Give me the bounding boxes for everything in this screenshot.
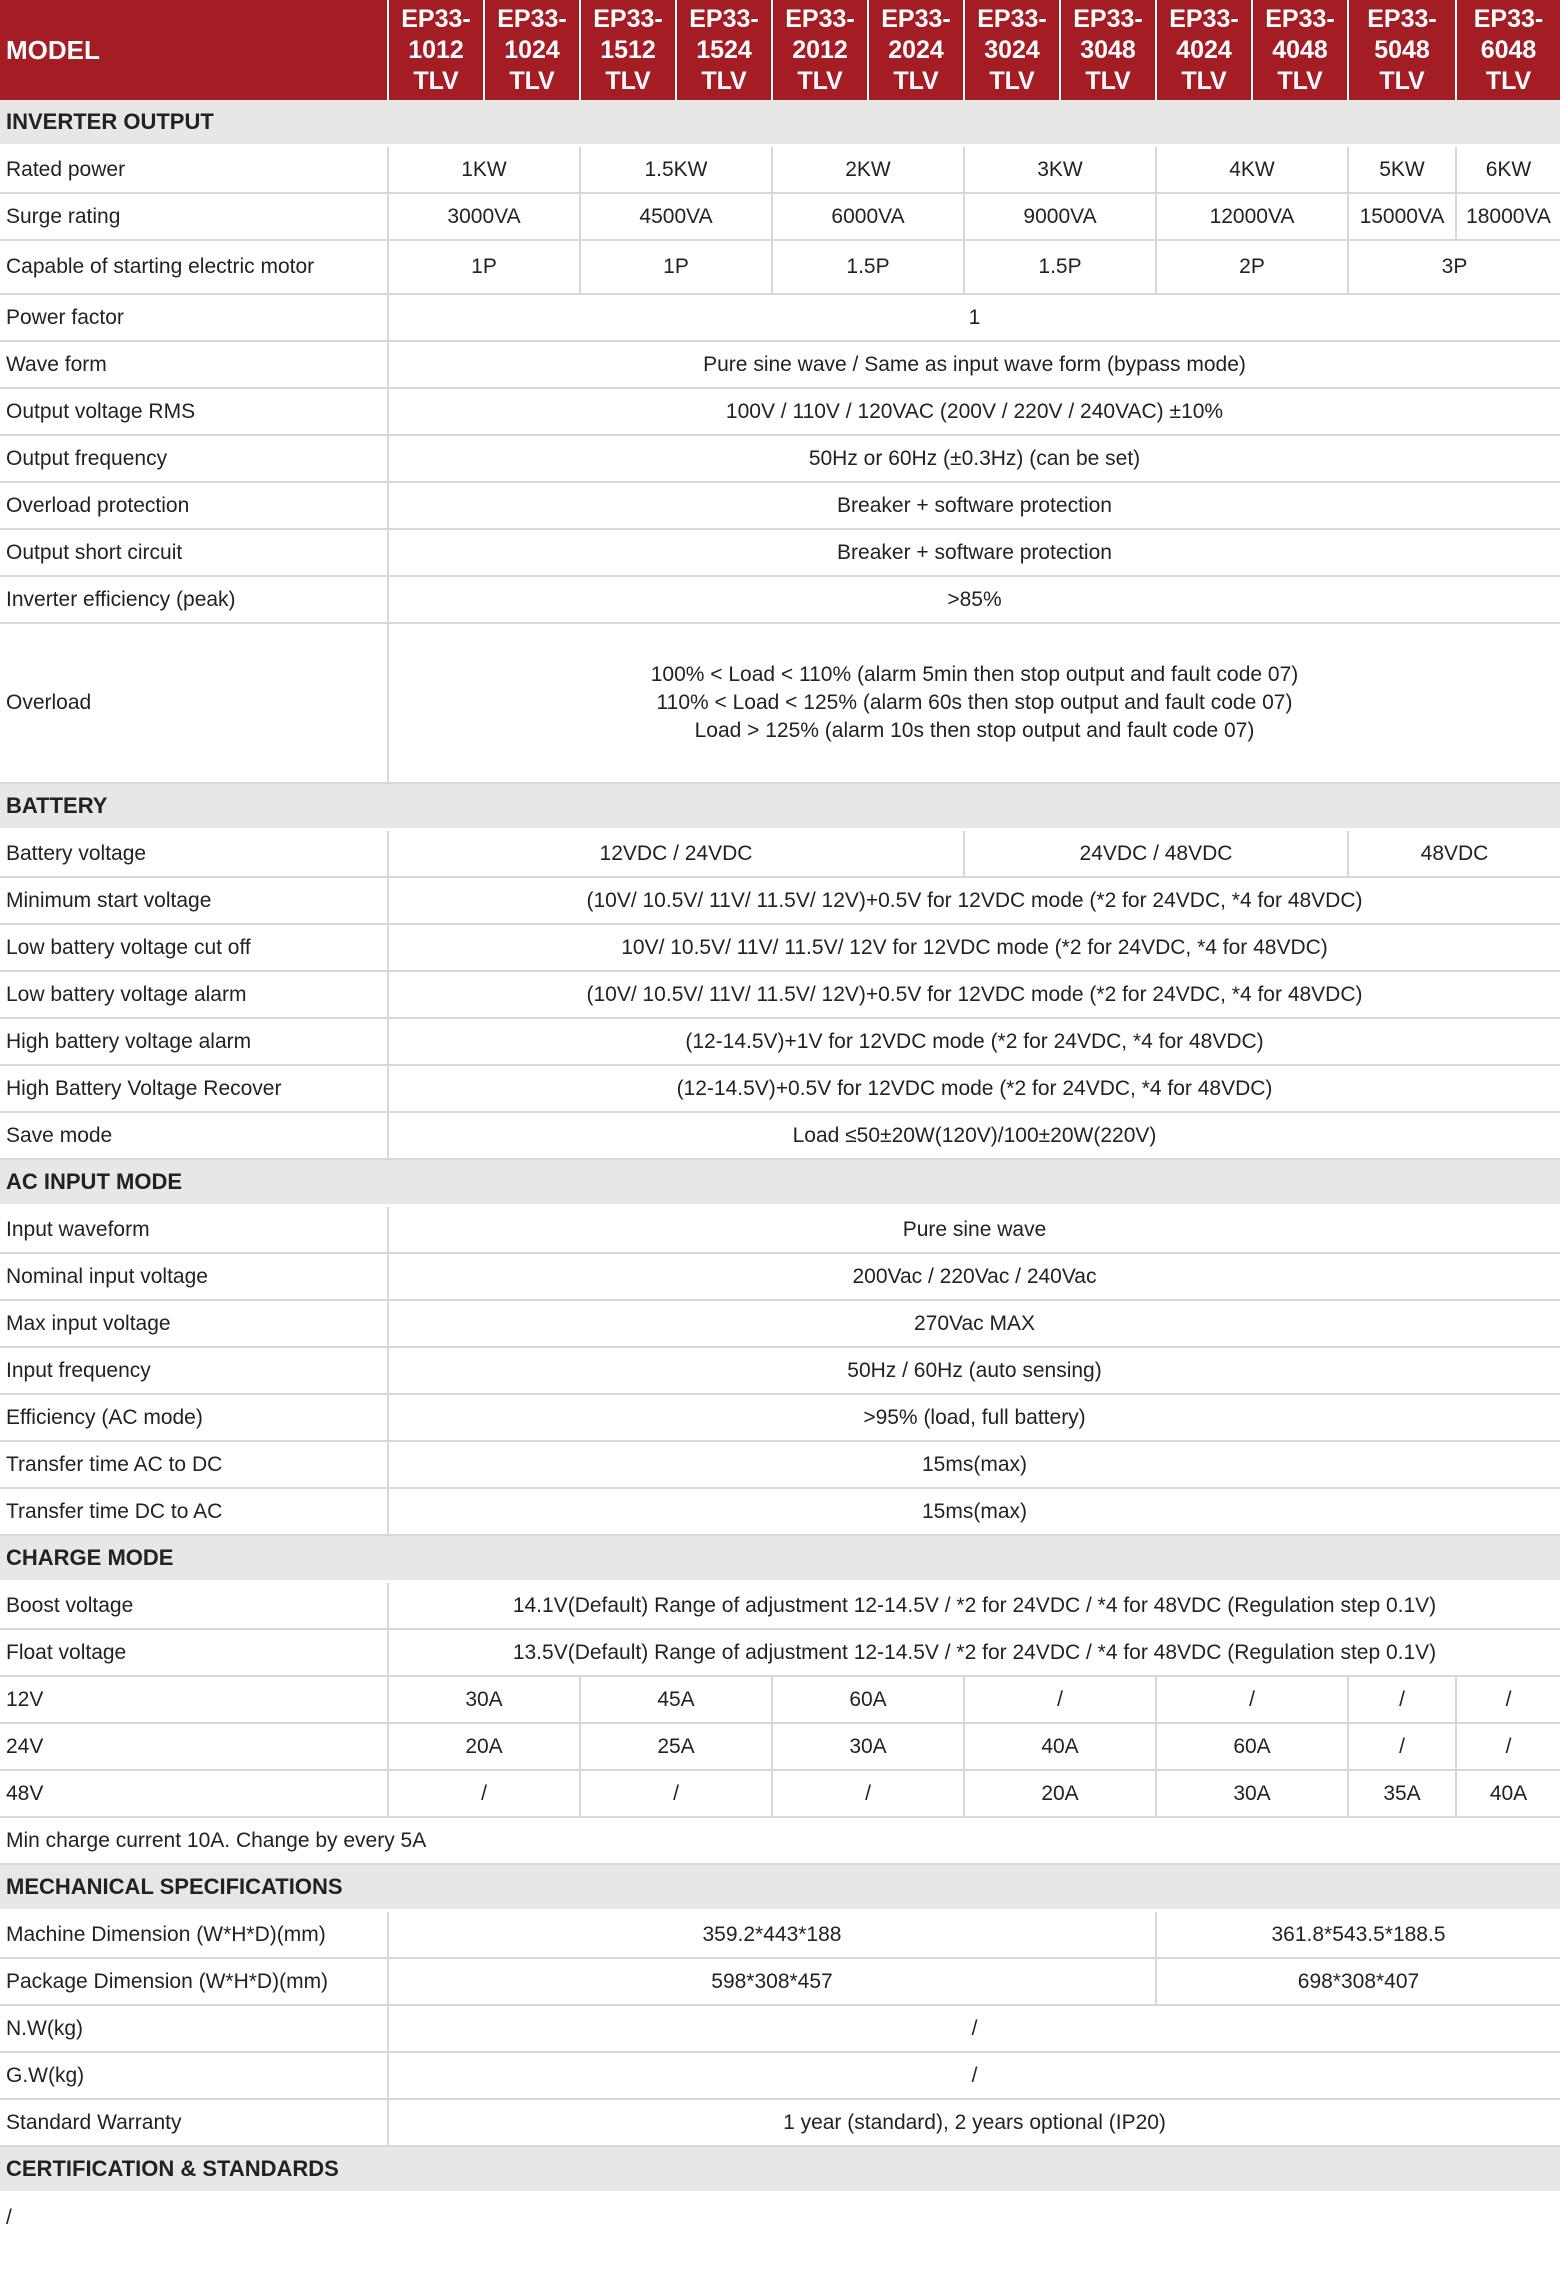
cell-value: 1 year (standard), 2 years optional (IP20) [388, 2099, 1560, 2146]
cell-value: 20A [964, 1770, 1156, 1817]
model-name: EP33- 1524 TLV [676, 0, 772, 100]
row-label: 12V [0, 1676, 388, 1723]
row-label: High Battery Voltage Recover [0, 1065, 388, 1112]
cell-value: 3000VA [388, 193, 580, 240]
cell-value: 5KW [1348, 146, 1456, 194]
cell-value: 50Hz or 60Hz (±0.3Hz) (can be set) [388, 435, 1560, 482]
overload-line: 100% < Load < 110% (alarm 5min then stop output and fault code 07) [650, 663, 1299, 686]
cell-value: 45A [580, 1676, 772, 1723]
row-gross-weight [0, 2052, 1560, 2099]
cell-value: 361.8*543.5*188.5 [1156, 1911, 1560, 1959]
cell-value: >85% [388, 576, 1560, 623]
cell-value: / [580, 1770, 772, 1817]
model-label: MODEL [0, 0, 388, 100]
row-label: Transfer time AC to DC [0, 1441, 388, 1488]
row-overload [0, 623, 1560, 783]
row-label: Standard Warranty [0, 2099, 388, 2146]
cell-value: / [1456, 1676, 1560, 1723]
cell-value: 30A [772, 1723, 964, 1770]
row-inverter-efficiency [0, 576, 1560, 623]
row-max-input-voltage [0, 1300, 1560, 1347]
section-title: CERTIFICATION & STANDARDS [0, 2146, 1560, 2193]
row-label: Output frequency [0, 435, 388, 482]
cell-value: / [1348, 1676, 1456, 1723]
cell-value: / [1348, 1723, 1456, 1770]
cell-value: 60A [772, 1676, 964, 1723]
cell-value: 40A [964, 1723, 1156, 1770]
row-charge-48v [0, 1770, 1560, 1817]
cell-value: / [388, 2052, 1560, 2099]
row-save-mode [0, 1112, 1560, 1159]
row-input-frequency [0, 1347, 1560, 1394]
cell-value: 2P [1156, 240, 1348, 294]
cell-value: 4500VA [580, 193, 772, 240]
row-label: Machine Dimension (W*H*D)(mm) [0, 1911, 388, 1959]
cell-value: / [388, 2005, 1560, 2052]
row-label: Battery voltage [0, 830, 388, 878]
cell-value: 270Vac MAX [388, 1300, 1560, 1347]
row-label: Nominal input voltage [0, 1253, 388, 1300]
row-label: Minimum start voltage [0, 877, 388, 924]
cell-value: 1.5KW [580, 146, 772, 194]
cell-value: / [772, 1770, 964, 1817]
cell-value: 1KW [388, 146, 580, 194]
row-label: 24V [0, 1723, 388, 1770]
cell-value: 10V/ 10.5V/ 11V/ 11.5V/ 12V for 12VDC mode (*2 for 24VDC, *4 for 48VDC) [388, 924, 1560, 971]
section-title: AC INPUT MODE [0, 1159, 1560, 1206]
row-net-weight [0, 2005, 1560, 2052]
section-title: CHARGE MODE [0, 1535, 1560, 1582]
row-overload-protection [0, 482, 1560, 529]
cell-value: 25A [580, 1723, 772, 1770]
model-name: EP33- 5048 TLV [1348, 0, 1456, 100]
model-name: EP33- 1512 TLV [580, 0, 676, 100]
row-label: Boost voltage [0, 1582, 388, 1630]
row-standard-warranty [0, 2099, 1560, 2146]
model-name: EP33- 6048 TLV [1456, 0, 1560, 100]
cell-value: 48VDC [1348, 830, 1560, 878]
row-charge-note [0, 1817, 1560, 1864]
row-label: Output short circuit [0, 529, 388, 576]
row-label: Capable of starting electric motor [0, 240, 388, 294]
row-label: Inverter efficiency (peak) [0, 576, 388, 623]
row-certification [0, 2193, 1560, 2243]
cell-value: / [964, 1676, 1156, 1723]
section-certification [0, 2146, 1560, 2193]
cell-value: Pure sine wave / Same as input wave form (bypass mode) [388, 341, 1560, 388]
cell-value: 6000VA [772, 193, 964, 240]
model-name: EP33- 1024 TLV [484, 0, 580, 100]
row-label: Overload [0, 623, 388, 783]
cell-value: 598*308*457 [388, 1958, 1156, 2005]
cell-value: 1.5P [772, 240, 964, 294]
cell-value: 15000VA [1348, 193, 1456, 240]
cell-value: 1.5P [964, 240, 1156, 294]
row-wave-form [0, 341, 1560, 388]
row-package-dimension [0, 1958, 1560, 2005]
row-low-battery-cut-off [0, 924, 1560, 971]
cell-value: 18000VA [1456, 193, 1560, 240]
row-label: Input waveform [0, 1206, 388, 1254]
row-label: Wave form [0, 341, 388, 388]
cell-value: 24VDC / 48VDC [964, 830, 1348, 878]
row-boost-voltage [0, 1582, 1560, 1630]
section-title: MECHANICAL SPECIFICATIONS [0, 1864, 1560, 1911]
row-label: Rated power [0, 146, 388, 194]
row-output-short-circuit [0, 529, 1560, 576]
row-charge-24v [0, 1723, 1560, 1770]
overload-line: 110% < Load < 125% (alarm 60s then stop output and fault code 07) [656, 691, 1293, 714]
cell-value: 15ms(max) [388, 1488, 1560, 1535]
cell-value: 60A [1156, 1723, 1348, 1770]
row-power-factor [0, 294, 1560, 341]
row-rated-power [0, 146, 1560, 194]
cell-value: 2KW [772, 146, 964, 194]
cell-value: Load ≤50±20W(120V)/100±20W(220V) [388, 1112, 1560, 1159]
cell-value: 359.2*443*188 [388, 1911, 1156, 1959]
cell-value: (10V/ 10.5V/ 11V/ 11.5V/ 12V)+0.5V for 12VDC mode (*2 for 24VDC, *4 for 48VDC) [388, 877, 1560, 924]
section-ac-input-mode [0, 1159, 1560, 1206]
row-label: N.W(kg) [0, 2005, 388, 2052]
row-starting-motor [0, 240, 1560, 294]
row-label: Transfer time DC to AC [0, 1488, 388, 1535]
cell-value: Breaker + software protection [388, 529, 1560, 576]
model-name: EP33- 4024 TLV [1156, 0, 1252, 100]
cell-value: 3P [1348, 240, 1560, 294]
row-label: High battery voltage alarm [0, 1018, 388, 1065]
row-transfer-dc-to-ac [0, 1488, 1560, 1535]
cell-value: 698*308*407 [1156, 1958, 1560, 2005]
cell-value: 6KW [1456, 146, 1560, 194]
section-battery [0, 783, 1560, 830]
cell-value: 30A [1156, 1770, 1348, 1817]
cell-value: 15ms(max) [388, 1441, 1560, 1488]
section-mechanical [0, 1864, 1560, 1911]
row-machine-dimension [0, 1911, 1560, 1959]
cell-value: 20A [388, 1723, 580, 1770]
row-float-voltage [0, 1629, 1560, 1676]
row-label: Power factor [0, 294, 388, 341]
row-label: Input frequency [0, 1347, 388, 1394]
section-inverter-output [0, 100, 1560, 146]
cell-value: >95% (load, full battery) [388, 1394, 1560, 1441]
row-label: Surge rating [0, 193, 388, 240]
cell-value: / [388, 1770, 580, 1817]
cell-value: 50Hz / 60Hz (auto sensing) [388, 1347, 1560, 1394]
row-transfer-ac-to-dc [0, 1441, 1560, 1488]
cell-value: 3KW [964, 146, 1156, 194]
charge-note: Min charge current 10A. Change by every 5A [0, 1817, 1560, 1864]
certification-value: / [0, 2193, 1560, 2243]
section-title: INVERTER OUTPUT [0, 100, 1560, 146]
cell-value: Breaker + software protection [388, 482, 1560, 529]
cell-value [388, 623, 1560, 783]
row-nominal-input-voltage [0, 1253, 1560, 1300]
row-charge-12v [0, 1676, 1560, 1723]
row-ac-efficiency [0, 1394, 1560, 1441]
cell-value: 1P [388, 240, 580, 294]
row-high-battery-recover [0, 1065, 1560, 1112]
cell-value: (12-14.5V)+1V for 12VDC mode (*2 for 24VDC, *4 for 48VDC) [388, 1018, 1560, 1065]
row-low-battery-alarm [0, 971, 1560, 1018]
cell-value: 35A [1348, 1770, 1456, 1817]
row-label: Overload protection [0, 482, 388, 529]
model-name: EP33- 1012 TLV [388, 0, 484, 100]
row-label: G.W(kg) [0, 2052, 388, 2099]
section-title: BATTERY [0, 783, 1560, 830]
cell-value: 12VDC / 24VDC [388, 830, 964, 878]
row-label: Max input voltage [0, 1300, 388, 1347]
cell-value: 30A [388, 1676, 580, 1723]
section-charge-mode [0, 1535, 1560, 1582]
cell-value: (12-14.5V)+0.5V for 12VDC mode (*2 for 24VDC, *4 for 48VDC) [388, 1065, 1560, 1112]
cell-value: 200Vac / 220Vac / 240Vac [388, 1253, 1560, 1300]
row-output-frequency [0, 435, 1560, 482]
cell-value: 4KW [1156, 146, 1348, 194]
row-label: Low battery voltage alarm [0, 971, 388, 1018]
row-output-voltage-rms [0, 388, 1560, 435]
cell-value: 9000VA [964, 193, 1156, 240]
row-high-battery-alarm [0, 1018, 1560, 1065]
cell-value: 12000VA [1156, 193, 1348, 240]
cell-value: 1P [580, 240, 772, 294]
row-label: Package Dimension (W*H*D)(mm) [0, 1958, 388, 2005]
row-minimum-start-voltage [0, 877, 1560, 924]
cell-value: (10V/ 10.5V/ 11V/ 11.5V/ 12V)+0.5V for 12VDC mode (*2 for 24VDC, *4 for 48VDC) [388, 971, 1560, 1018]
model-name: EP33- 2024 TLV [868, 0, 964, 100]
cell-value: 14.1V(Default) Range of adjustment 12-14.5V / *2 for 24VDC / *4 for 48VDC (Regulation step 0.1V) [388, 1582, 1560, 1630]
row-label: Low battery voltage cut off [0, 924, 388, 971]
cell-value: 40A [1456, 1770, 1560, 1817]
cell-value: 100V / 110V / 120VAC (200V / 220V / 240VAC) ±10% [388, 388, 1560, 435]
cell-value: 13.5V(Default) Range of adjustment 12-14.5V / *2 for 24VDC / *4 for 48VDC (Regulation step 0.1V) [388, 1629, 1560, 1676]
row-label: Save mode [0, 1112, 388, 1159]
row-label: Output voltage RMS [0, 388, 388, 435]
row-label: 48V [0, 1770, 388, 1817]
row-surge-rating [0, 193, 1560, 240]
model-name: EP33- 2012 TLV [772, 0, 868, 100]
cell-value: / [1456, 1723, 1560, 1770]
overload-line: Load > 125% (alarm 10s then stop output and fault code 07) [694, 719, 1255, 742]
model-name: EP33- 3048 TLV [1060, 0, 1156, 100]
cell-value: Pure sine wave [388, 1206, 1560, 1254]
row-label: Efficiency (AC mode) [0, 1394, 388, 1441]
row-input-waveform [0, 1206, 1560, 1254]
cell-value: 1 [388, 294, 1560, 341]
cell-value: / [1156, 1676, 1348, 1723]
row-label: Float voltage [0, 1629, 388, 1676]
model-name: EP33- 4048 TLV [1252, 0, 1348, 100]
row-battery-voltage [0, 830, 1560, 878]
model-header-row [0, 0, 1560, 100]
model-name: EP33- 3024 TLV [964, 0, 1060, 100]
